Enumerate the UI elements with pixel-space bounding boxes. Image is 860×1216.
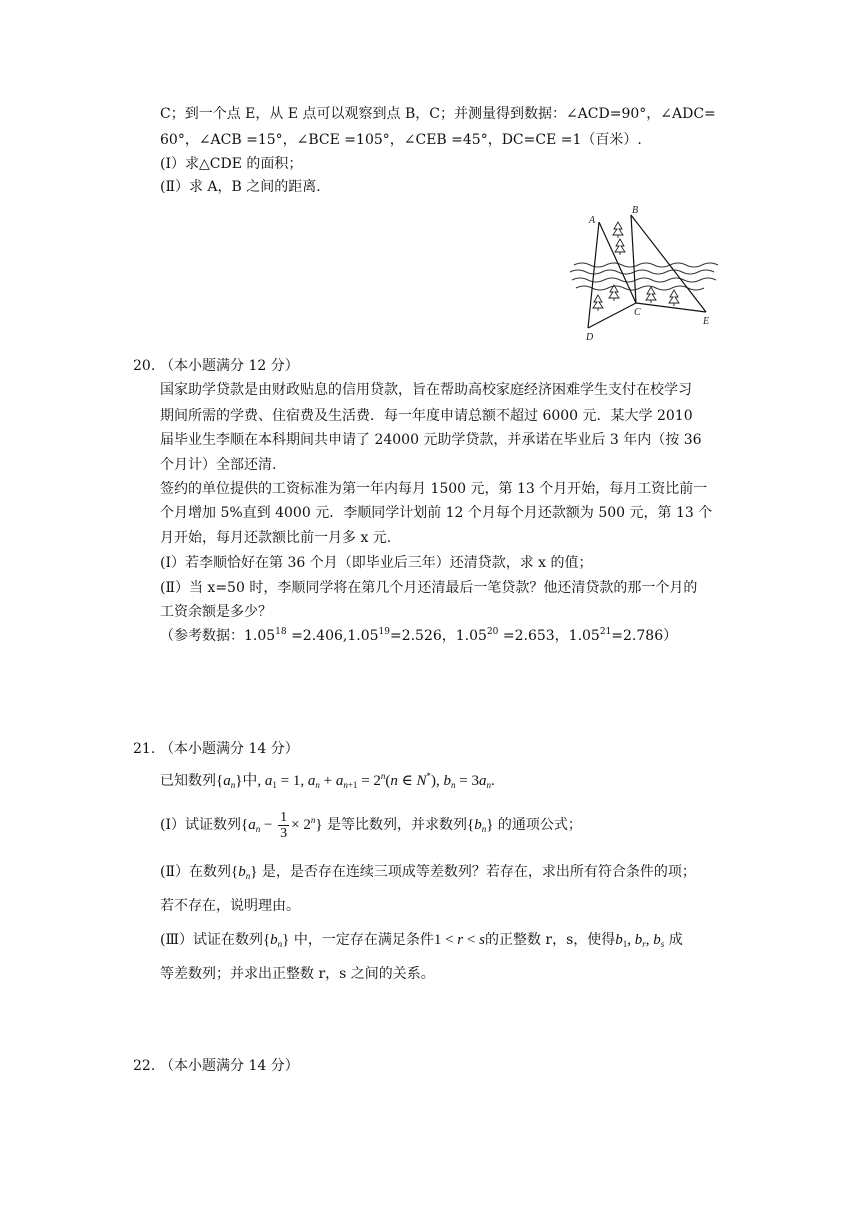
q19-line-1: C；到一个点 E，从 E 点可以观察到点 B，C；并测量得到数据：∠ACD=90°，∠ADC= <box>160 106 716 122</box>
q20-line-1: 国家助学贷款是由财政贴息的信用贷款，旨在帮助高校家庭经济困难学生支付在校学习 <box>160 382 692 398</box>
tree-icon <box>669 290 679 306</box>
label-d: D <box>586 332 594 343</box>
label-b: B <box>632 205 639 216</box>
tree-icon <box>593 295 603 311</box>
q20-number: 20. <box>133 358 156 374</box>
q19-line-2: 60°，∠ACB =15°，∠BCE =105°，∠CEB =45°，DC=CE =1（百米）. <box>160 132 642 148</box>
segment-ad <box>588 222 599 328</box>
q20-line-6: 个月增加 5%直到 4000 元．李顺同学计划前 12 个月每个月还款额为 500 元，第 13 个 <box>160 505 713 521</box>
math-terms: $b_1$, $b_r$, $b_s$ <box>615 932 665 949</box>
math-bn: $\{b_n\}$ <box>467 816 494 834</box>
q19-part-1: (Ⅰ）求△CDE 的面积； <box>160 156 303 172</box>
q21-given: 已知数列$\{a_n\}$中, $a_1 = 1$, $a_n + a_{n+1} = 2^n(n$ ∈ N*), $b_n = 3a_n$. <box>160 771 495 790</box>
segment-ce <box>636 303 706 312</box>
math-bn: $\{b_n\}$ <box>262 932 290 949</box>
q21-part-1: (Ⅰ）试证数列{$a_n$ − $\frac{1}{3}$ × $2^n$} 是等比数列，并求数列$\{b_n\}$ 的通项公式； <box>160 810 582 841</box>
tree-icon <box>646 287 656 303</box>
q21-number: 21. <box>133 741 156 757</box>
q21-header: （本小题满分 14 分） <box>160 741 299 757</box>
q20-part-2b: 工资余额是多少？ <box>160 604 272 620</box>
label-e: E <box>703 316 710 327</box>
q20-line-3: 届毕业生李顺在本科期间共申请了 24000 元助学贷款，并承诺在毕业后 3 年内（按 36 <box>160 432 702 448</box>
triangle-lines <box>588 215 706 328</box>
math-given-formula: $\{a_n\}$中, $a_1 = 1$, $a_n + a_{n+1} = 2^n(n$ ∈ N*), $b_n = 3a_n$. <box>216 771 495 790</box>
geometry-figure <box>566 202 726 344</box>
math-sequence-expr: {$a_n$ − $\frac{1}{3}$ × $2^n$} <box>241 810 323 841</box>
math-inequality: 1 < r < s <box>433 932 485 948</box>
q20-header: （本小题满分 12 分） <box>160 358 299 374</box>
q21-part-2: (Ⅱ）在数列$\{b_n\}$ 是，是否存在连续三项成等差数列？若存在，求出所有符合条件的项； <box>160 864 696 881</box>
q20-part-2a: (Ⅱ）当 x=50 时，李顺同学将在第几个月还清最后一笔贷款？他还清贷款的那一个月的 <box>160 580 698 596</box>
q21-part-2b: 若不存在，说明理由。 <box>160 898 300 914</box>
label-a: A <box>589 215 596 226</box>
q20-line-5: 签约的单位提供的工资标准为第一年内每月 1500 元，第 13 个月开始，每月工资比前一 <box>160 481 708 497</box>
math-bn: $\{b_n\}$ <box>230 864 258 881</box>
q21-part-3b: 等差数列；并求出正整数 r，s 之间的关系。 <box>160 966 435 982</box>
q22-number: 22. <box>133 1058 156 1074</box>
q20-line-4: 个月计）全部还清. <box>160 457 277 473</box>
q20-reference-data: （参考数据：$1.05^{18} =2.406,1.05^{19}=2.526$，$1.05^{20} =2.653$，$1.05^{21}=2.786$） <box>160 627 678 644</box>
q20-part-1: (Ⅰ）若李顺恰好在第 36 个月（即毕业后三年）还清贷款，求 x 的值； <box>160 555 593 571</box>
segment-dc <box>588 303 636 328</box>
tree-icon <box>613 222 623 238</box>
q20-line-2: 期间所需的学费、住宿费及生活费．每一年度申请总额不超过 6000 元．某大学 2010 <box>160 408 693 424</box>
q20-line-7: 月开始，每月还款额比前一月多 x 元. <box>160 530 392 546</box>
q19-part-2: (Ⅱ）求 A，B 之间的距离. <box>160 179 321 195</box>
q22-header: （本小题满分 14 分） <box>160 1058 299 1074</box>
q21-part-3: (Ⅲ）试证在数列$\{b_n\}$ 中，一定存在满足条件1 < r < s的正整数 r，s，使得$b_1$, $b_r$, $b_s$ 成 <box>160 932 683 949</box>
label-c: C <box>634 307 641 318</box>
tree-icon <box>615 239 625 255</box>
